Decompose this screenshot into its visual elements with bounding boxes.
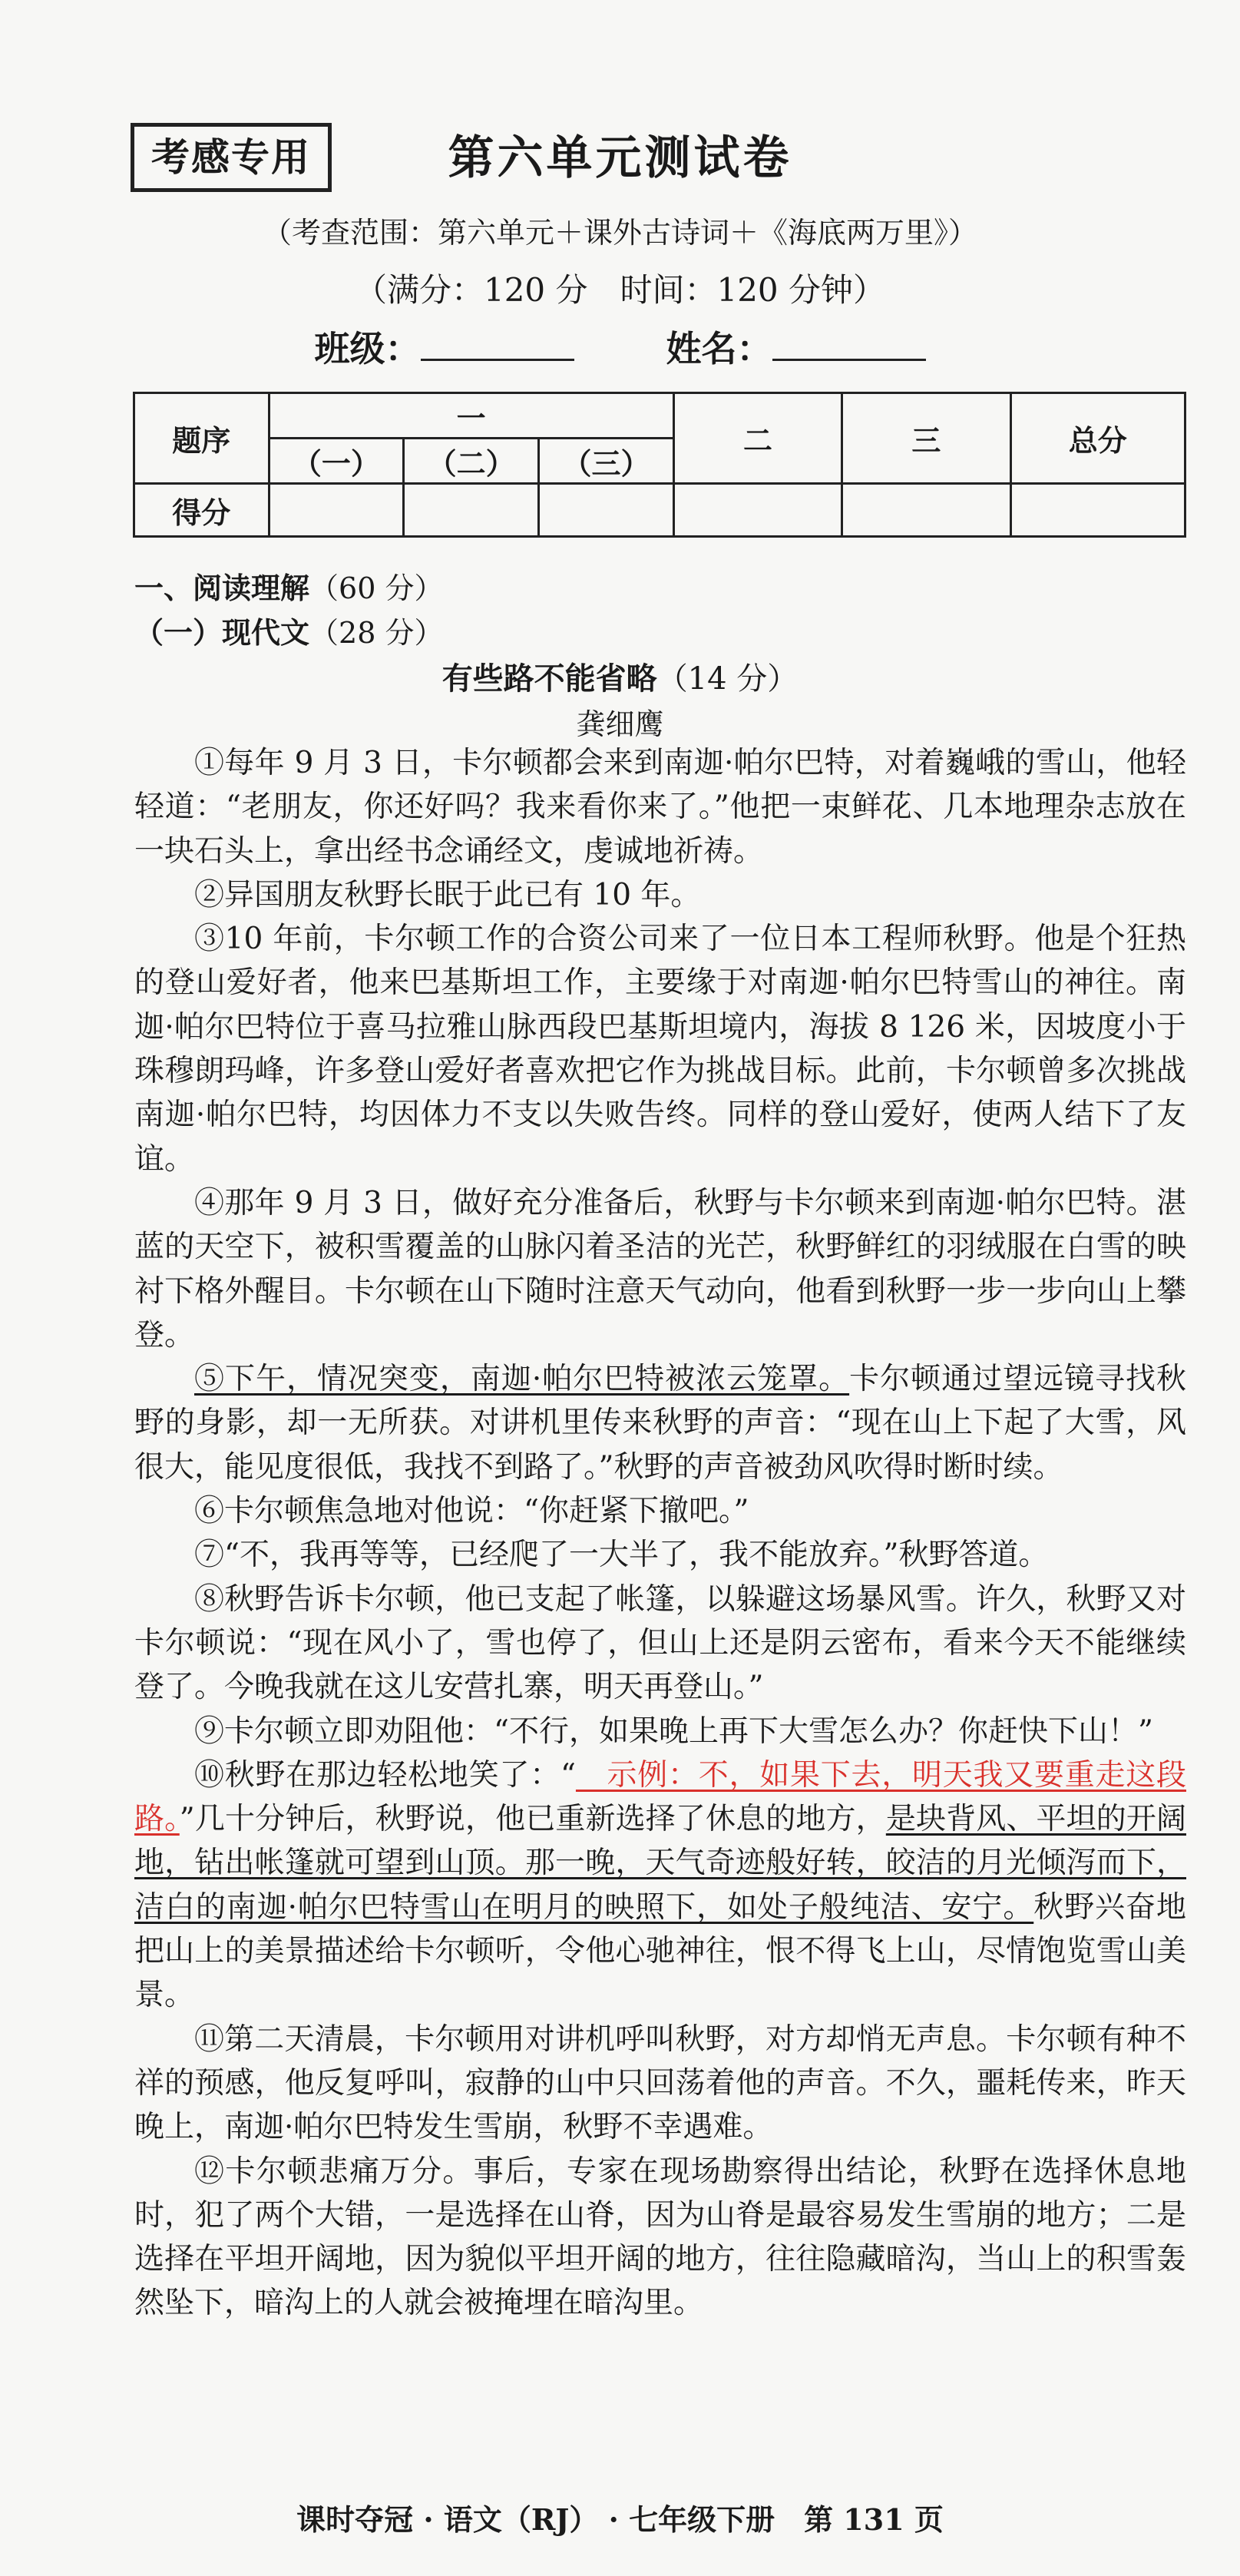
exam-scope: （考查范围：第六单元＋课外古诗词＋《海底两万里》） <box>262 216 977 250</box>
score-cell[interactable] <box>673 484 842 537</box>
score-cell[interactable] <box>404 484 539 537</box>
paragraph-11: ⑪第二天清晨，卡尔顿用对讲机呼叫秋野，对方却悄无声息。卡尔顿有种不祥的预感，他反复呼叫，寂静的山中只回荡着他的声音。不久，噩耗传来，昨天晚上，南迦·帕尔巴特发生雪崩，秋野不幸遇难。 <box>134 2021 1186 2145</box>
paragraph-5-rest: 卡尔顿通过望远镜寻找秋野的身影，却一无所获。对讲机里传来秋野的声音：“现在山上下起了大雪，风很大，能见度很低，我找不到路了。”秋野的声音被劲风吹得时断时续。 <box>134 1362 1186 1485</box>
paragraph-4: ④那年 9 月 3 日，做好充分准备后，秋野与卡尔顿来到南迦·帕尔巴特。湛蓝的天空下，被积雪覆盖的山脉闪着圣洁的光芒，秋野鲜红的羽绒服在白雪的映衬下格外醒目。卡尔顿在山下随时注意天气动向，他看到秋野一步一步向山上攀登。 <box>134 1185 1186 1353</box>
score-cell[interactable] <box>842 484 1010 537</box>
handwritten-answer[interactable]: 示例：不，如果下去，明天我又要重走这段路。 <box>134 1757 1186 1837</box>
student-info-row <box>0 321 1240 372</box>
total-header: 总分 <box>1010 393 1185 484</box>
paragraph-8: ⑧秋野告诉卡尔顿，他已支起了帐篷，以躲避这场暴风雪。许久，秋野又对卡尔顿说：“现在风小了，雪也停了，但山上还是阴云密布，看来今天不能继续登了。今晚我就在这儿安营扎寨，明天再登山。” <box>134 1581 1186 1705</box>
score-cell[interactable] <box>539 484 674 537</box>
section-modern-label: （一）现代文 <box>134 616 310 650</box>
underlined-passage: 是块背风、平坦的开阔地，钻出帐篷就可望到山顶。那一晚，天气奇迹般好转，皎洁的月光倾泻而下，洁白的南迦·帕尔巴特雪山在明月的映照下，如处子般纯洁、安宁。 <box>134 1802 1186 1925</box>
article-points: （14 分） <box>656 661 799 697</box>
seq-header: 题序 <box>134 393 269 484</box>
paragraph-6: ⑥卡尔顿焦急地对他说：“你赶紧下撤吧。” <box>194 1494 749 1529</box>
paragraph-1: ①每年 9 月 3 日，卡尔顿都会来到南迦·帕尔巴特，对着巍峨的雪山，他轻轻道：“老朋友，你还好吗？我来看你来了。”他把一束鲜花、几本地理杂志放在一块石头上，拿出经书念诵经文，虔诚地祈祷。 <box>134 746 1186 869</box>
part-one-header: 一 <box>269 393 673 439</box>
page-footer: 课时夺冠 · 语文（RJ） · 七年级下册 第 131 页 <box>296 2502 944 2537</box>
article-title <box>0 654 1240 698</box>
score-row-label: 得分 <box>134 484 269 537</box>
paragraph-12: ⑫卡尔顿悲痛万分。事后，专家在现场勘察得出结论，秋野在选择休息地时，犯了两个大错，一是选择在山脊，因为山脊是最容易发生雪崩的地方；二是选择在平坦开阔地，因为貌似平坦开阔的地方，往往隐藏暗沟，当山上的积雪轰然坠下，暗沟上的人就会被掩埋在暗沟里。 <box>134 2154 1186 2321</box>
section-reading-label: 一、阅读理解 <box>134 571 310 605</box>
score-cell[interactable] <box>269 484 404 537</box>
paragraph-10 <box>134 1753 1186 2018</box>
class-label: 班级： <box>314 328 421 369</box>
sub-header-2: （二） <box>404 439 539 484</box>
score-cell[interactable] <box>1010 484 1185 537</box>
name-label: 姓名： <box>666 328 772 369</box>
underlined-sentence: ⑤下午，情况突变，南迦·帕尔巴特被浓云笼罩。 <box>194 1362 850 1397</box>
paragraph-7: ⑦“不，我再等等，已经爬了一大半了，我不能放弃。”秋野答道。 <box>194 1538 1049 1573</box>
sub-header-3: （三） <box>539 439 674 484</box>
article-title-text: 有些路不能省略 <box>441 661 657 697</box>
section-modern-text <box>134 609 443 651</box>
exam-badge: 考感专用 <box>131 123 332 192</box>
class-blank[interactable] <box>421 328 574 361</box>
paragraph-9: ⑨卡尔顿立即劝阻他：“不行，如果晚上再下大雪怎么办？你赶快下山！” <box>194 1713 1153 1749</box>
sub-header-1: （一） <box>269 439 404 484</box>
part-three-header: 三 <box>842 393 1010 484</box>
section-reading-points: （60 分） <box>309 571 444 605</box>
article-author: 龚细鹰 <box>576 707 664 741</box>
score-time-info: （满分：120 分 时间：120 分钟） <box>354 271 886 309</box>
section-reading <box>134 565 443 607</box>
paragraph-2: ②异国朋友秋野长眠于此已有 10 年。 <box>194 877 701 912</box>
section-modern-points: （28 分） <box>309 616 444 650</box>
score-table <box>133 392 1186 538</box>
paragraph-5 <box>134 1357 1186 1489</box>
paragraph-3: ③10 年前，卡尔顿工作的合资公司来了一位日本工程师秋野。他是个狂热的登山爱好者，他来巴基斯坦工作，主要缘于对南迦·帕尔巴特雪山的神往。南迦·帕尔巴特位于喜马拉雅山脉西段巴基斯坦境内，海拔 8 126 米，因坡度小于珠穆朗玛峰，许多登山爱好者喜欢把它作为挑战目标。此前，卡尔顿曾多次挑战南迦·帕尔巴特，均因体力不支以失败告终。同样的登山爱好，使两人结下了友谊。 <box>134 922 1186 1177</box>
page-title: 第六单元测试卷 <box>448 131 792 185</box>
paragraph-10-start: ⑩秋野在那边轻松地笑了：“ <box>194 1757 576 1793</box>
name-blank[interactable] <box>772 328 926 361</box>
part-two-header: 二 <box>673 393 842 484</box>
paragraph-10-middle: ”几十分钟后，秋野说，他已重新选择了休息的地方， <box>179 1802 886 1837</box>
article-body <box>134 741 1186 2326</box>
paragraph-10-end: 秋野兴奋地把山上的美景描述给卡尔顿听，令他心驰神往，恨不得飞上山，尽情饱览雪山美景。 <box>134 1889 1186 2013</box>
